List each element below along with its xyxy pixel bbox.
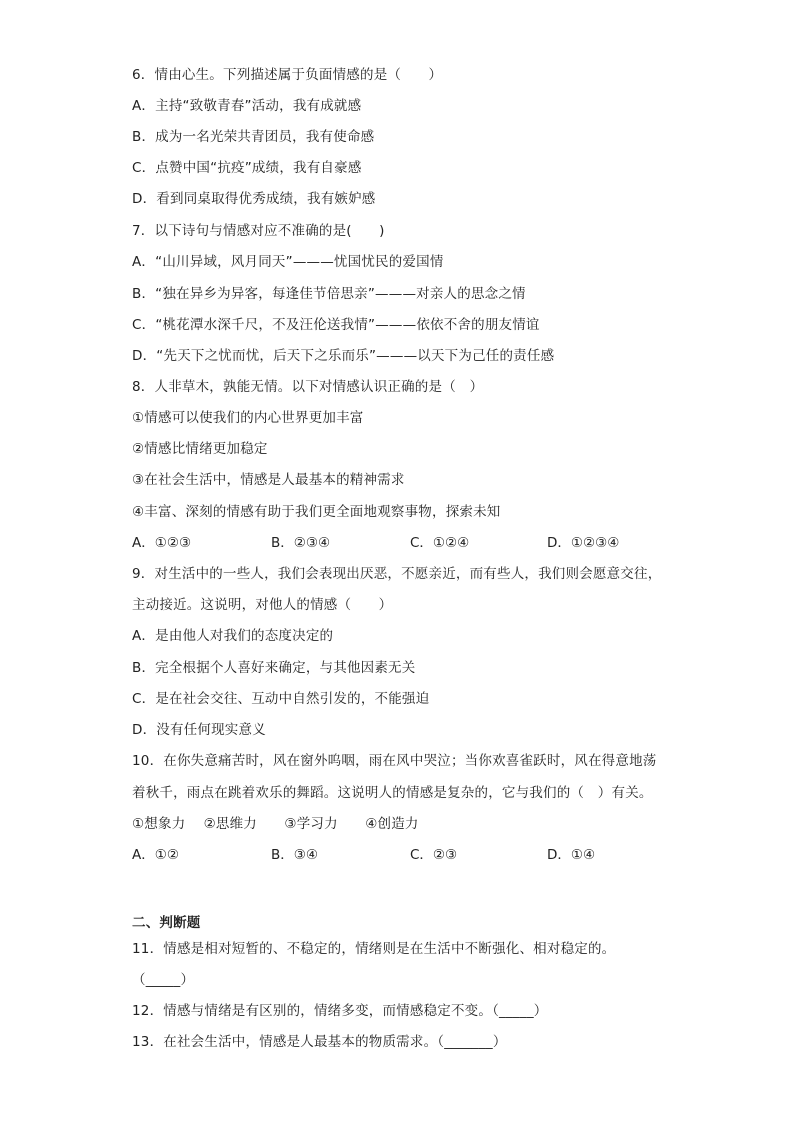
q8-statement-2: ②情感比情绪更加稳定: [132, 441, 268, 457]
q8-statement-1: ①情感可以使我们的内心世界更加丰富: [132, 410, 364, 426]
q9-option-d: D．没有任何现实意义: [132, 722, 266, 738]
section-heading: 二、判断题: [132, 915, 201, 931]
q10-option-d: D．①④: [547, 847, 596, 863]
q8-option-d: D．①②③④: [547, 535, 620, 551]
q6-option-b: B．成为一名光荣共青团员，我有使命感: [132, 129, 375, 145]
q8-option-a: A．①②③: [132, 535, 192, 551]
q6-option-c: C．点赞中国“抗疫”成绩，我有自豪感: [132, 160, 362, 176]
q7-option-a: A．“山川异域，风月同天”———忧国忧民的爱国情: [132, 254, 444, 270]
q7-stem: 7．以下诗句与情感对应不准确的是( ): [132, 223, 385, 239]
q9-option-a: A．是由他人对我们的态度决定的: [132, 628, 334, 644]
q7-option-d: D．“先天下之忧而忧，后天下之乐而乐”———以天下为己任的责任感: [132, 348, 555, 364]
q8-option-c: C．①②④: [410, 535, 470, 551]
q8-statement-4: ④丰富、深刻的情感有助于我们更全面地观察事物，探索未知: [132, 504, 501, 520]
q10-items: ①想象力 ②思维力 ③学习力 ④创造力: [132, 816, 419, 832]
q10-stem-line-2: 着秋千，雨点在跳着欢乐的舞蹈。这说明人的情感是复杂的，它与我们的（ ）有关。: [132, 785, 653, 801]
q6-option-a: A．主持“致敬青春”活动，我有成就感: [132, 98, 362, 114]
q13-stem: 13．在社会生活中，情感是人最基本的物质需求。（_______）: [132, 1034, 507, 1050]
q10-stem-line-1: 10．在你失意痛苦时，风在窗外呜咽，雨在风中哭泣；当你欢喜雀跃时，风在得意地荡: [132, 753, 657, 769]
q12-stem: 12．情感与情绪是有区别的，情绪多变，而情感稳定不变。（_____）: [132, 1003, 548, 1019]
q7-option-b: B．“独在异乡为异客，每逢佳节倍思亲”———对亲人的思念之情: [132, 286, 526, 302]
q8-statement-3: ③在社会生活中，情感是人最基本的精神需求: [132, 472, 405, 488]
q8-option-b: B．②③④: [271, 535, 331, 551]
q10-option-c: C．②③: [410, 847, 458, 863]
q11-answer-blank: （_____）: [132, 972, 195, 988]
q9-option-b: B．完全根据个人喜好来确定，与其他因素无关: [132, 660, 416, 676]
q6-option-d: D．看到同桌取得优秀成绩，我有嫉妒感: [132, 191, 376, 207]
q11-stem: 11．情感是相对短暂的、不稳定的，情绪则是在生活中不断强化、相对稳定的。: [132, 941, 616, 957]
q7-option-c: C．“桃花潭水深千尺，不及汪伦送我情”———依依不舍的朋友情谊: [132, 317, 540, 333]
q9-option-c: C．是在社会交往、互动中自然引发的，不能强迫: [132, 691, 430, 707]
q6-stem: 6．情由心生。下列描述属于负面情感的是（ ）: [132, 67, 443, 83]
q10-option-a: A．①②: [132, 847, 179, 863]
q9-stem-line-1: 9．对生活中的一些人，我们会表现出厌恶，不愿亲近，而有些人，我们则会愿意交往，: [132, 566, 662, 582]
q10-option-b: B．③④: [271, 847, 318, 863]
q9-stem-line-2: 主动接近。这说明，对他人的情感（ ）: [132, 597, 393, 613]
q8-stem: 8．人非草木，孰能无情。以下对情感认识正确的是（ ）: [132, 379, 484, 395]
